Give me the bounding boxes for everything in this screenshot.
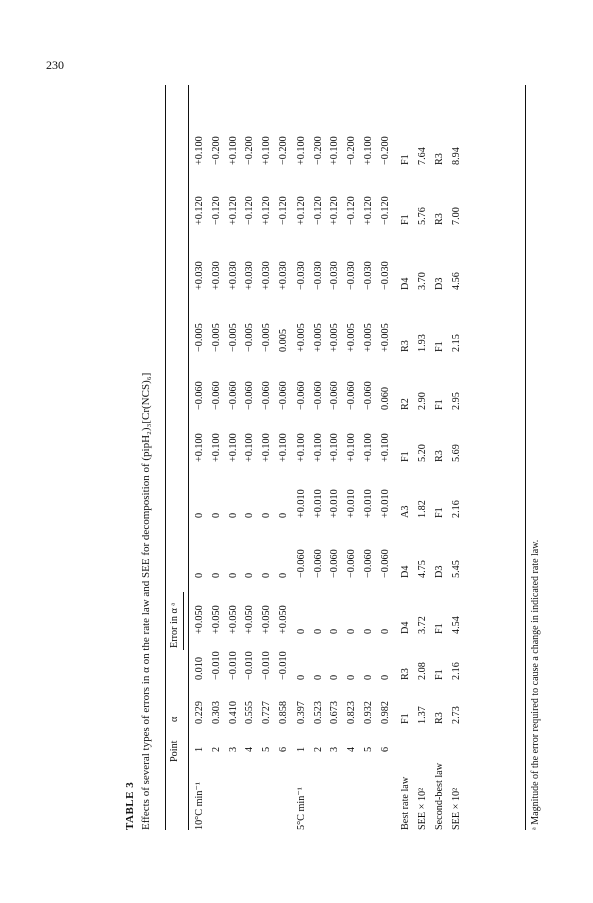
summary-label: SEE × 10² — [417, 787, 429, 830]
row-error-value: −0.200 — [379, 136, 391, 165]
row-error-value: −0.060 — [362, 381, 374, 410]
row-error-value: −0.060 — [379, 549, 391, 578]
row-error-value: 0 — [244, 512, 256, 518]
row-error-value: 0 — [362, 674, 374, 680]
summary-value: 2.16 — [450, 662, 462, 680]
row-error-value: +0.050 — [277, 605, 289, 634]
row-point: 5 — [261, 746, 273, 752]
row-error-value: +0.050 — [210, 605, 222, 634]
row-error-value: +0.050 — [261, 605, 273, 634]
row-error-value: −0.060 — [329, 381, 341, 410]
row-error-value: 0 — [379, 674, 391, 680]
summary-value: 5.45 — [450, 560, 462, 578]
row-error-value: 0 — [261, 512, 273, 518]
row-error-value: 0 — [329, 628, 341, 634]
row-error-value: +0.100 — [261, 136, 273, 165]
summary-value: 8.94 — [450, 147, 462, 165]
row-error-value: −0.005 — [244, 323, 256, 352]
row-error-value: −0.200 — [277, 136, 289, 165]
row-error-value: 0 — [312, 628, 324, 634]
summary-value: F1 — [400, 154, 412, 165]
row-alpha: 0.823 — [346, 701, 358, 724]
summary-value: D3 — [433, 277, 445, 290]
row-error-value: 0 — [277, 512, 289, 518]
row-error-value: +0.005 — [329, 323, 341, 352]
row-error-value: +0.100 — [210, 433, 222, 462]
row-error-value: +0.050 — [227, 605, 239, 634]
row-alpha: 0.397 — [295, 701, 307, 724]
summary-value: A3 — [400, 505, 412, 518]
row-error-value: −0.060 — [227, 381, 239, 410]
row-error-value: −0.060 — [362, 549, 374, 578]
row-error-value: −0.120 — [379, 196, 391, 225]
row-error-value: 0 — [295, 628, 307, 634]
row-error-value: 0 — [346, 628, 358, 634]
row-point: 5 — [362, 746, 374, 752]
row-alpha: 0.858 — [277, 701, 289, 724]
row-error-value: −0.060 — [346, 549, 358, 578]
row-error-value: 0 — [295, 674, 307, 680]
row-alpha: 0.555 — [244, 701, 256, 724]
row-alpha: 0.932 — [362, 701, 374, 724]
summary-value: D4 — [400, 621, 412, 634]
row-error-value: +0.100 — [227, 136, 239, 165]
row-error-value: +0.100 — [329, 136, 341, 165]
header-error: Error in α ᵃ — [169, 602, 180, 648]
table-title: Effects of several types of errors in α on the rate law and SEE for decomposition of (pipH₂)₃[Cr(NCS)₆] — [140, 372, 152, 830]
row-group-label: 5°C min⁻¹ — [295, 787, 307, 830]
row-error-value: −0.200 — [210, 136, 222, 165]
row-error-value: +0.050 — [244, 605, 256, 634]
row-error-value: 0 — [329, 674, 341, 680]
row-error-value: 0 — [312, 674, 324, 680]
row-error-value: −0.010 — [261, 651, 273, 680]
row-error-value: +0.030 — [261, 261, 273, 290]
summary-alpha: 2.73 — [450, 706, 462, 724]
row-error-value: +0.100 — [194, 433, 205, 462]
table-footnote: ᵃ Magnitude of the error required to cause a change in indicated rate law. — [530, 539, 541, 830]
summary-value: F1 — [433, 623, 445, 634]
row-point: 1 — [295, 746, 307, 752]
summary-value: F1 — [433, 669, 445, 680]
row-error-value: +0.120 — [295, 196, 307, 225]
row-error-value: +0.100 — [227, 433, 239, 462]
row-error-value: −0.200 — [346, 136, 358, 165]
row-error-value: 0.060 — [379, 387, 391, 410]
row-alpha: 0.229 — [194, 701, 205, 724]
row-error-value: +0.030 — [210, 261, 222, 290]
top-rule — [165, 85, 166, 830]
row-error-value: 0.010 — [194, 657, 205, 680]
row-error-value: +0.010 — [295, 489, 307, 518]
summary-value: 2.15 — [450, 334, 462, 352]
row-error-value: +0.010 — [312, 489, 324, 518]
row-error-value: −0.010 — [244, 651, 256, 680]
row-error-value: −0.010 — [277, 651, 289, 680]
summary-alpha: F1 — [400, 713, 412, 724]
row-error-value: −0.060 — [295, 381, 307, 410]
summary-value: F1 — [433, 341, 445, 352]
rotated-table — [107, 60, 587, 830]
row-error-value: +0.010 — [362, 489, 374, 518]
row-error-value: +0.010 — [329, 489, 341, 518]
summary-value: 2.08 — [417, 662, 429, 680]
page-number: 230 — [46, 58, 64, 72]
row-error-value: −0.005 — [210, 323, 222, 352]
summary-alpha: R3 — [433, 712, 445, 724]
header-alpha: α — [169, 716, 180, 722]
row-alpha: 0.982 — [379, 701, 391, 724]
row-error-value: −0.120 — [277, 196, 289, 225]
row-error-value: −0.060 — [312, 549, 324, 578]
summary-value: 5.20 — [417, 444, 429, 462]
table-label: TABLE 3 — [124, 781, 136, 830]
row-point: 4 — [244, 746, 256, 752]
row-error-value: −0.005 — [261, 323, 273, 352]
summary-value: 5.76 — [417, 207, 429, 225]
row-error-value: −0.060 — [194, 381, 205, 410]
row-error-value: +0.100 — [312, 433, 324, 462]
row-error-value: +0.100 — [277, 433, 289, 462]
row-error-value: −0.060 — [277, 381, 289, 410]
row-error-value: +0.100 — [362, 433, 374, 462]
summary-value: R3 — [400, 668, 412, 680]
row-error-value: +0.100 — [346, 433, 358, 462]
row-error-value: +0.030 — [194, 261, 205, 290]
row-error-value: +0.005 — [362, 323, 374, 352]
row-point: 6 — [277, 746, 289, 752]
row-error-value: 0 — [362, 628, 374, 634]
row-error-value: −0.030 — [379, 261, 391, 290]
row-error-value: +0.100 — [244, 433, 256, 462]
row-point: 4 — [346, 746, 358, 752]
row-error-value: −0.005 — [227, 323, 239, 352]
row-error-value: −0.060 — [329, 549, 341, 578]
row-error-value: −0.030 — [295, 261, 307, 290]
row-error-value: 0 — [194, 512, 205, 518]
summary-label: SEE × 10² — [450, 787, 462, 830]
row-error-value: −0.030 — [329, 261, 341, 290]
row-error-value: 0 — [379, 628, 391, 634]
row-error-value: −0.010 — [227, 651, 239, 680]
summary-label: Best rate law — [400, 776, 412, 830]
row-error-value: −0.120 — [312, 196, 324, 225]
summary-value: 1.82 — [417, 500, 429, 518]
summary-value: F1 — [400, 451, 412, 462]
row-point: 1 — [194, 746, 205, 752]
summary-value: D3 — [433, 565, 445, 578]
summary-label: Second-best law — [433, 762, 445, 830]
row-error-value: 0 — [210, 512, 222, 518]
summary-value: R3 — [433, 153, 445, 165]
row-error-value: −0.060 — [312, 381, 324, 410]
row-error-value: +0.100 — [194, 136, 205, 165]
summary-value: 3.72 — [417, 616, 429, 634]
row-error-value: +0.005 — [346, 323, 358, 352]
header-point: Point — [169, 740, 180, 762]
header-rule — [188, 85, 189, 830]
row-error-value: +0.030 — [277, 261, 289, 290]
row-error-value: −0.120 — [244, 196, 256, 225]
row-error-value: −0.060 — [295, 549, 307, 578]
row-error-value: −0.060 — [210, 381, 222, 410]
bottom-rule — [525, 85, 526, 830]
row-error-value: +0.030 — [227, 261, 239, 290]
summary-value: D4 — [400, 565, 412, 578]
row-error-value: −0.030 — [346, 261, 358, 290]
row-error-value: 0 — [346, 674, 358, 680]
row-group-label: 10°C min⁻¹ — [194, 782, 205, 830]
row-point: 3 — [227, 746, 239, 752]
row-error-value: −0.200 — [244, 136, 256, 165]
row-error-value: −0.060 — [261, 381, 273, 410]
row-error-value: +0.100 — [295, 433, 307, 462]
summary-value: 7.00 — [450, 207, 462, 225]
row-point: 2 — [312, 746, 324, 752]
summary-value: 4.75 — [417, 560, 429, 578]
row-error-value: −0.200 — [312, 136, 324, 165]
summary-value: 2.95 — [450, 392, 462, 410]
row-error-value: +0.120 — [362, 196, 374, 225]
summary-value: R3 — [433, 213, 445, 225]
row-error-value: −0.005 — [194, 323, 205, 352]
row-error-value: −0.060 — [346, 381, 358, 410]
row-error-value: −0.120 — [210, 196, 222, 225]
row-error-value: 0 — [261, 572, 273, 578]
row-error-value: +0.005 — [295, 323, 307, 352]
row-point: 2 — [210, 746, 222, 752]
row-error-value: −0.060 — [244, 381, 256, 410]
row-error-value: +0.100 — [261, 433, 273, 462]
row-alpha: 0.303 — [210, 701, 222, 724]
row-error-value: +0.005 — [312, 323, 324, 352]
row-alpha: 0.410 — [227, 701, 239, 724]
summary-value: 2.90 — [417, 392, 429, 410]
row-error-value: +0.030 — [244, 261, 256, 290]
row-point: 6 — [379, 746, 391, 752]
row-error-value: 0 — [244, 572, 256, 578]
row-error-value: 0 — [227, 572, 239, 578]
row-error-value: +0.010 — [346, 489, 358, 518]
summary-value: 4.54 — [450, 616, 462, 634]
row-error-value: 0 — [227, 512, 239, 518]
row-alpha: 0.727 — [261, 701, 273, 724]
row-error-value: −0.030 — [362, 261, 374, 290]
row-error-value: −0.030 — [312, 261, 324, 290]
summary-value: 5.69 — [450, 444, 462, 462]
summary-value: 1.93 — [417, 334, 429, 352]
row-point: 3 — [329, 746, 341, 752]
row-alpha: 0.523 — [312, 701, 324, 724]
row-error-value: +0.100 — [362, 136, 374, 165]
row-alpha: 0.673 — [329, 701, 341, 724]
row-error-value: +0.120 — [227, 196, 239, 225]
summary-value: F1 — [433, 399, 445, 410]
row-error-value: +0.100 — [295, 136, 307, 165]
summary-value: 3.70 — [417, 272, 429, 290]
summary-value: F1 — [433, 507, 445, 518]
row-error-value: +0.010 — [379, 489, 391, 518]
row-error-value: +0.100 — [329, 433, 341, 462]
row-error-value: −0.120 — [346, 196, 358, 225]
summary-value: D4 — [400, 277, 412, 290]
row-error-value: 0 — [277, 572, 289, 578]
row-error-value: 0 — [194, 572, 205, 578]
error-header-underline — [183, 592, 184, 650]
summary-value: 4.56 — [450, 272, 462, 290]
summary-value: 7.64 — [417, 147, 429, 165]
row-error-value: +0.120 — [329, 196, 341, 225]
row-error-value: +0.005 — [379, 323, 391, 352]
summary-value: R3 — [400, 340, 412, 352]
summary-value: F1 — [400, 214, 412, 225]
row-error-value: +0.120 — [261, 196, 273, 225]
row-error-value: 0 — [210, 572, 222, 578]
row-error-value: 0.005 — [277, 329, 289, 352]
row-error-value: +0.120 — [194, 196, 205, 225]
row-error-value: +0.050 — [194, 605, 205, 634]
summary-alpha: 1.37 — [417, 706, 429, 724]
summary-value: R3 — [433, 450, 445, 462]
row-error-value: −0.010 — [210, 651, 222, 680]
row-error-value: +0.100 — [379, 433, 391, 462]
summary-value: R2 — [400, 398, 412, 410]
summary-value: 2.16 — [450, 500, 462, 518]
